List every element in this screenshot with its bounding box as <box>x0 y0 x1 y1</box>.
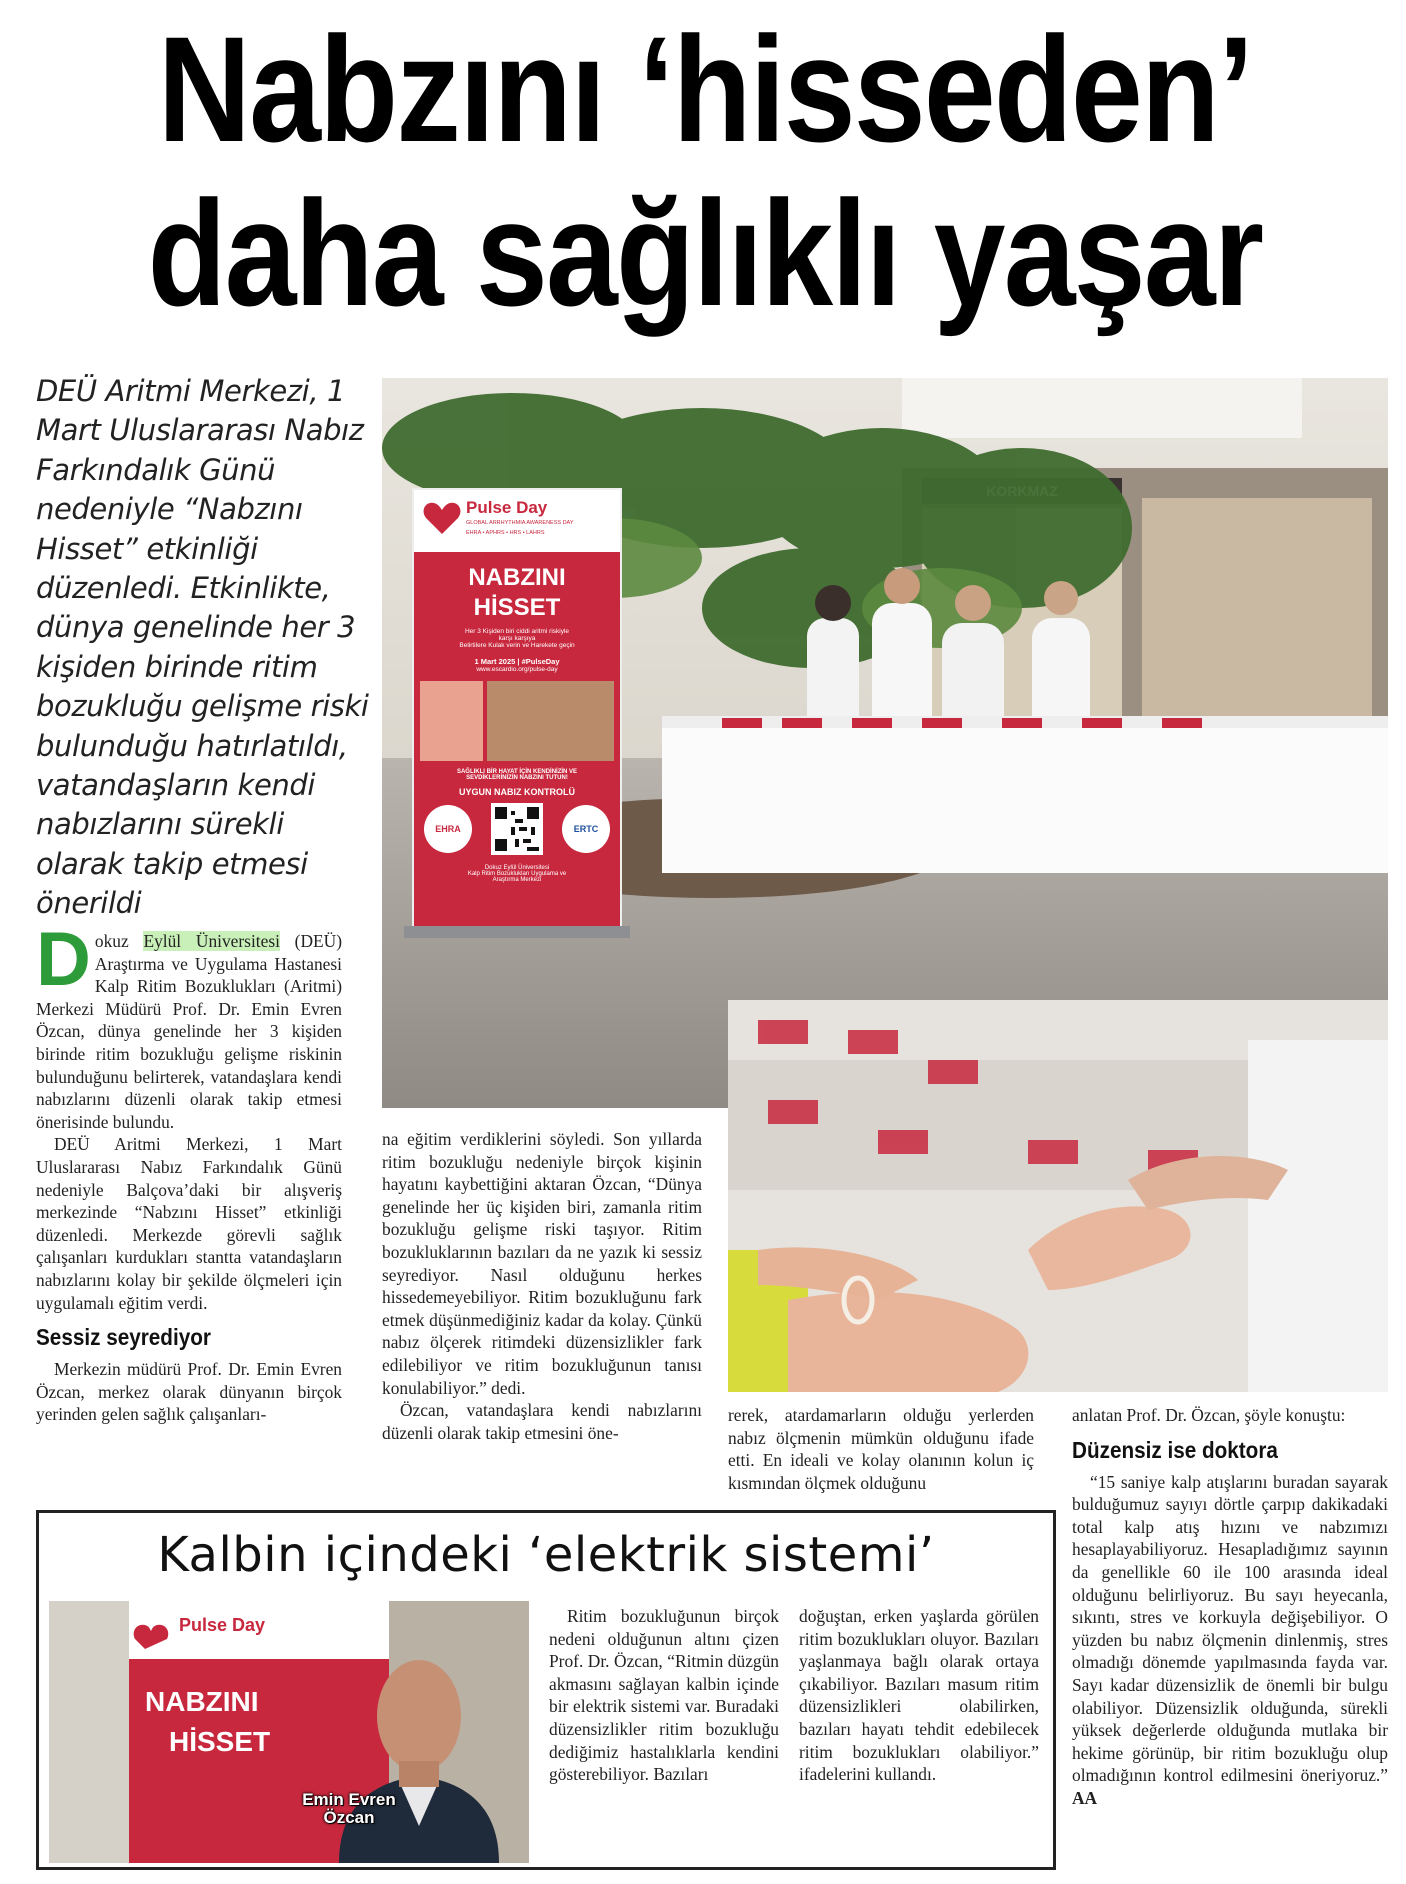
ehra-logo: EHRA <box>424 805 472 853</box>
qr-code <box>491 803 543 855</box>
sidebar-column-2 <box>799 1605 1039 1786</box>
column-3-paragraph: rerek, atardamarların olduğu yerlerden nabız ölçmenin mümkün olduğunu ifade etti. En ideali ve kolay olanının kolun iç kısmından ölçmek olduğunu <box>728 1405 1034 1493</box>
banner-risk-3: Belirtilere Kulak verin ve Harekete geçin <box>459 642 575 649</box>
banner-inst-1: Dokuz Eylül Üniversitesi <box>484 865 550 871</box>
banner-url: www.escardio.org/pulse-day <box>476 666 558 673</box>
sidebar-paragraph-2: doğuştan, erken yaşlarda görülen ritim bozuklukları oluyor. Bazıları yaşlanmaya bağlı olarak ortaya çıkabiliyor. Bazıları masum ritim düzensizlikleri olabilirken, bazıları hayatı tehdit edebilecek ritim bozuklukları olabiliyor.” ifadelerini kullandı. <box>799 1606 1039 1785</box>
column-2-paragraph-2: Özcan, vatandaşlara kendi nabızlarını düzenli olarak takip etmesini öne- <box>382 1400 702 1443</box>
banner-date: 1 Mart 2025 | #PulseDay <box>474 657 560 666</box>
portrait-photo <box>49 1601 529 1863</box>
portrait-banner-line-2: HİSSET <box>169 1726 271 1757</box>
column-1 <box>36 917 342 1426</box>
banner-risk-2: karşı karşıya <box>498 635 536 642</box>
column-3 <box>728 1404 1034 1494</box>
banner-photo <box>420 681 614 761</box>
article-paragraph-1 <box>36 917 342 1133</box>
pulse-photo <box>728 1000 1388 1392</box>
banner-slogan-1: SAĞLIKLI BİR HAYAT İÇİN KENDİNİZİN VE <box>456 769 578 775</box>
subheading-sessiz: Sessiz seyrediyor <box>36 1324 211 1351</box>
article-p1-rest: (DEÜ) Araştırma ve Uygulama Hastanesi Kalp Ritim Bozuklukları (Aritmi) Merkezi Müdürü Prof. Dr. Emin Evren Özcan, dünya genelinde her 3 kişiden birinde ritim bozukluğu gelişme riskinin bulunduğunu belirterek, vatandaşlara kendi nabızlarını düzenli olarak takip etmesi önerisinde bulundu. <box>36 931 342 1132</box>
column-4-paragraph-2 <box>1072 1471 1388 1810</box>
portrait-banner-brand: Pulse Day <box>179 1615 266 1635</box>
heart-logo-icon <box>422 500 462 536</box>
banner-line-1: NABZINI <box>468 564 566 591</box>
agency-credit: AA <box>1072 1787 1098 1808</box>
banner-inst-3: Araştırma Merkezi <box>492 877 542 883</box>
portrait-banner-line-1: NABZINI <box>145 1686 259 1717</box>
article-paragraph-3: Merkezin müdürü Prof. Dr. Emin Evren Özcan, merkez olarak dünyanın birçok yerinden gelen sağlık çalışanları- <box>36 1359 342 1425</box>
banner-risk-1: Her 3 Kişiden biri ciddi aritmi riskiyle <box>464 628 570 635</box>
sidebar-title: Kalbin içindeki ‘elektrik sistemi’ <box>157 1527 935 1583</box>
highlighted-text: Eylül Üniversitesi <box>143 931 280 951</box>
banner-slogan-2: SEVDİKLERİNİZİN NABZINI TUTUN! <box>466 775 568 781</box>
dropcap: D <box>36 917 91 1002</box>
column-4-paragraph-1: anlatan Prof. Dr. Özcan, şöyle konuştu: <box>1072 1405 1346 1425</box>
portrait-caption <box>289 1791 409 1827</box>
column-2 <box>382 1128 702 1444</box>
banner-check: UYGUN NABIZ KONTROLÜ <box>459 787 575 797</box>
lead-paragraph: DEÜ Aritmi Merkezi, 1 Mart Uluslararası Nabız Farkındalık Günü nedeniyle “Nabzını Hisset” etkinliği düzenledi. Etkinlikte, dünya genelinde her 3 kişiden birinde ritim bozukluğu gelişme riski bulunduğu hatırlatıldı, vatandaşların kendi nabızlarını sürekli olarak takip etmesi önerildi <box>36 374 369 921</box>
headline-line-2: daha sağlıklı yaşar <box>147 169 1263 337</box>
sidebar-box <box>36 1510 1056 1870</box>
sidebar-column-1 <box>549 1605 779 1786</box>
quote-text: “15 saniye kalp atışlarını buradan sayarak bulduğumuz sayıyı dörtle çarpıp dakikadaki total kalp atış hızını ve nabzımızı hesaplayabiliyoruz. Hesapladığımız sayının da genellikle 60 ile 100 arasında ideal olduğunu belirliyoruz. Bu sayı heyecanla, sıkıntı, stres ve korkuyla değişebiliyor. O yüzden bu nabız ölçmenin dinlenmiş, stres olmadığı dönemde yapılmasında fayda var. Sayı kadar düzensizlik de önemli bir bulgu olabiliyor. Düzensizlik olduğunda, sürekli yüksek değerlerde olduğunda mutlaka bir hekime görünüp, bir ritim bozukluğu olup olmadığının kontrol edilmesini öneriyoruz.” <box>1072 1471 1388 1786</box>
headline-line-1: Nabzını ‘hisseden’ <box>157 5 1253 173</box>
column-2-paragraph-1: na eğitim verdiklerini söyledi. Son yıllarda ritim bozukluğu nedeniyle birçok kişinin hayatını kaybettiğini aktaran Özcan, “Dünya genelinde her üç kişiden biri, zamanla ritim bozukluğu gelişme riski taşıyor. Ritim bozukluklarının bazıları da ne yazık ki sessiz seyrediyor. Nasıl olduğunu herkes hissedemeyebiliyor. Ritim bozukluğunu fark etmek düşünmediğiniz kadar da kolay. Çünkü nabız ölçerek ritimdeki düzensizlikler fark edilebiliyor ve ritim bozukluğunun tanısı konulabiliyor.” dedi. <box>382 1129 702 1398</box>
main-photo <box>382 378 1388 1108</box>
portrait-caption-line-1: Emin Evren <box>302 1790 396 1809</box>
sidebar-paragraph-1: Ritim bozukluğunun birçok nedeni olduğunun altını çizen Prof. Dr. Özcan, “Ritmin düzgün akmasını sağlayan kalbin içinde bir elektrik sistemi var. Buradaki düzensizlikler ritim bozukluğu dediğimiz hastalıklarla kendini gösterebiliyor. Bazıları <box>549 1606 779 1785</box>
column-4 <box>1072 1404 1388 1810</box>
banner-inst-2: Kalp Ritim Bozuklukları Uygulama ve <box>467 871 567 877</box>
portrait-caption-line-2: Özcan <box>323 1808 375 1827</box>
banner-brand: Pulse Day <box>466 498 548 517</box>
article-paragraph-2: DEÜ Aritmi Merkezi, 1 Mart Uluslararası Nabız Farkındalık Günü nedeniyle Balçova’daki bir alışveriş merkezinde “Nabzını Hisset” etkinliği düzenledi. Merkezde görevli sağlık çalışanları kurdukları stantta vatandaşların nabızlarını kolay bir şekilde ölçmeleri için uygulamalı eğitim verdi. <box>36 1134 342 1313</box>
banner-stand <box>404 926 630 938</box>
banner-tagline: GLOBAL ARRHYTHMIA AWARENESS DAY <box>466 520 574 526</box>
article-p1-start: okuz <box>94 931 144 951</box>
banner-orgs: EHRA • APHRS • HRS • LAHRS <box>466 530 545 536</box>
ertc-logo: ERTC <box>562 805 610 853</box>
pulse-day-banner <box>412 488 622 928</box>
banner-line-2: HİSSET <box>473 594 561 621</box>
subheading-duzensiz: Düzensiz ise doktora <box>1072 1436 1278 1463</box>
